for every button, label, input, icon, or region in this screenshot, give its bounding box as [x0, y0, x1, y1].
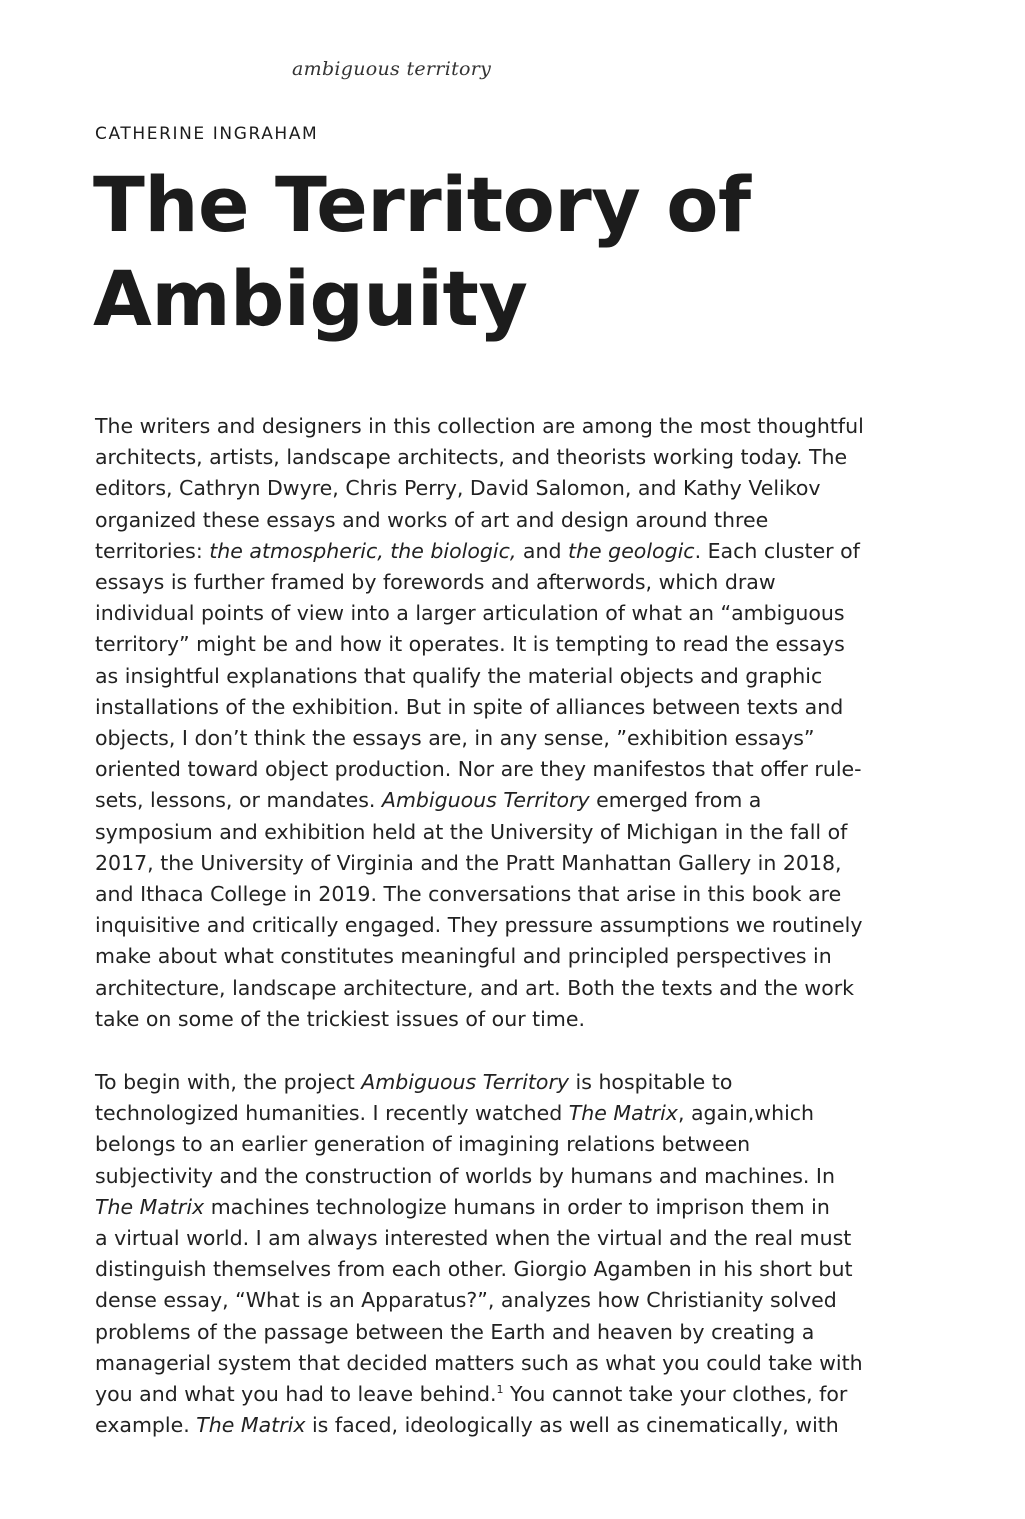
italic-text: The Matrix — [196, 1413, 306, 1438]
text-run: territories: — [95, 538, 210, 563]
text-run: and — [516, 538, 569, 563]
author-name: CATHERINE INGRAHAM — [95, 124, 319, 144]
text-line — [95, 473, 864, 504]
text-line — [95, 941, 864, 972]
text-line — [95, 567, 864, 598]
text-line — [95, 817, 864, 848]
text-run: a virtual world. I am always interested when the virtual and the real must — [95, 1226, 852, 1251]
body-paragraph-2 — [95, 1067, 863, 1441]
text-run: is faced, ideologically as well as cinematically, with — [305, 1413, 839, 1438]
text-run: as insightful explanations that qualify the material objects and graphic — [95, 663, 823, 688]
italic-text: The Matrix — [95, 1194, 205, 1219]
text-line — [95, 1004, 864, 1035]
text-line — [95, 505, 864, 536]
text-run: The writers and designers in this collection are among the most thoughtful — [95, 414, 864, 438]
text-line — [95, 1067, 863, 1098]
text-line — [95, 1098, 863, 1129]
text-line — [95, 1254, 863, 1285]
italic-text: Ambiguous Territory — [381, 788, 590, 813]
footnote-marker: 1 — [496, 1383, 504, 1397]
body-paragraph-1 — [95, 411, 864, 1035]
text-run: . Each cluster of — [694, 538, 860, 563]
text-line — [95, 848, 864, 879]
italic-text: the atmospheric, the biologic, — [209, 538, 517, 563]
text-line — [95, 910, 864, 941]
text-run: symposium and exhibition held at the University of Michigan in the fall of — [95, 819, 848, 844]
text-line — [95, 536, 864, 567]
article-title — [93, 158, 751, 346]
text-run: 2017, the University of Virginia and the Pratt Manhattan Gallery in 2018, — [95, 850, 842, 875]
text-run: subjectivity and the construction of worlds by humans and machines. In — [95, 1163, 835, 1188]
text-run: essays is further framed by forewords and afterwords, which draw — [95, 570, 776, 595]
title-line: The Territory of — [93, 160, 751, 249]
text-run: organized these essays and works of art and design around three — [95, 507, 769, 532]
text-line — [95, 692, 864, 723]
text-run: and Ithaca College in 2019. The conversations that arise in this book are — [95, 882, 842, 907]
running-head: ambiguous territory — [292, 58, 492, 80]
italic-text: The Matrix — [568, 1101, 678, 1126]
text-run: oriented toward object production. Nor are they manifestos that offer rule- — [95, 757, 862, 782]
text-run: you and what you had to leave behind. — [95, 1382, 497, 1407]
text-run: You cannot take your clothes, for — [503, 1382, 848, 1407]
text-run: take on some of the trickiest issues of our time. — [95, 1006, 585, 1031]
text-line — [95, 754, 864, 785]
text-line — [95, 879, 864, 910]
text-line — [95, 661, 864, 692]
text-run: editors, Cathryn Dwyre, Chris Perry, David Salomon, and Kathy Velikov — [95, 476, 821, 501]
text-line — [95, 1285, 863, 1316]
text-run: make about what constitutes meaningful and principled perspectives in — [95, 944, 832, 969]
text-line — [95, 973, 864, 1004]
text-line — [95, 442, 864, 473]
text-line — [95, 1348, 863, 1379]
text-line — [95, 785, 864, 816]
text-run: problems of the passage between the Earth and heaven by creating a — [95, 1319, 815, 1344]
title-line: Ambiguity — [93, 254, 528, 343]
text-run: technologized humanities. I recently watched — [95, 1101, 569, 1126]
text-line — [95, 1192, 863, 1223]
text-run: architects, artists, landscape architects, and theorists working today. The — [95, 445, 848, 470]
text-line — [95, 1379, 863, 1410]
text-run: installations of the exhibition. But in spite of alliances between texts and — [95, 694, 844, 719]
text-run: belongs to an earlier generation of imagining relations between — [95, 1132, 751, 1157]
text-run: inquisitive and critically engaged. They pressure assumptions we routinely — [95, 913, 863, 938]
text-run: individual points of view into a larger articulation of what an “ambiguous — [95, 601, 845, 626]
text-line — [95, 598, 864, 629]
text-line — [95, 1223, 863, 1254]
text-line — [95, 1317, 863, 1348]
text-line — [95, 411, 864, 442]
text-line — [95, 1161, 863, 1192]
italic-text: the geologic — [568, 538, 695, 563]
text-line — [95, 1129, 863, 1160]
text-line — [95, 1410, 863, 1441]
text-run: architecture, landscape architecture, and art. Both the texts and the work — [95, 975, 855, 1000]
text-line — [95, 723, 864, 754]
text-run: To begin with, the project — [95, 1070, 362, 1094]
text-run: objects, I don’t think the essays are, in any sense, ”exhibition essays” — [95, 726, 815, 751]
text-run: example. — [95, 1413, 197, 1438]
text-run: managerial system that decided matters such as what you could take with — [95, 1350, 863, 1375]
text-run: emerged from a — [589, 788, 762, 813]
text-run: machines technologize humans in order to imprison them in — [204, 1194, 830, 1219]
italic-text: Ambiguous Territory — [361, 1070, 570, 1094]
text-run: is hospitable to — [569, 1070, 733, 1094]
text-line — [95, 629, 864, 660]
text-run: territory” might be and how it operates. It is tempting to read the essays — [95, 632, 845, 657]
text-run: distinguish themselves from each other. Giorgio Agamben in his short but — [95, 1257, 853, 1282]
text-run: , again,which — [677, 1101, 815, 1126]
text-run: sets, lessons, or mandates. — [95, 788, 382, 813]
text-run: dense essay, “What is an Apparatus?”, analyzes how Christianity solved — [95, 1288, 837, 1313]
